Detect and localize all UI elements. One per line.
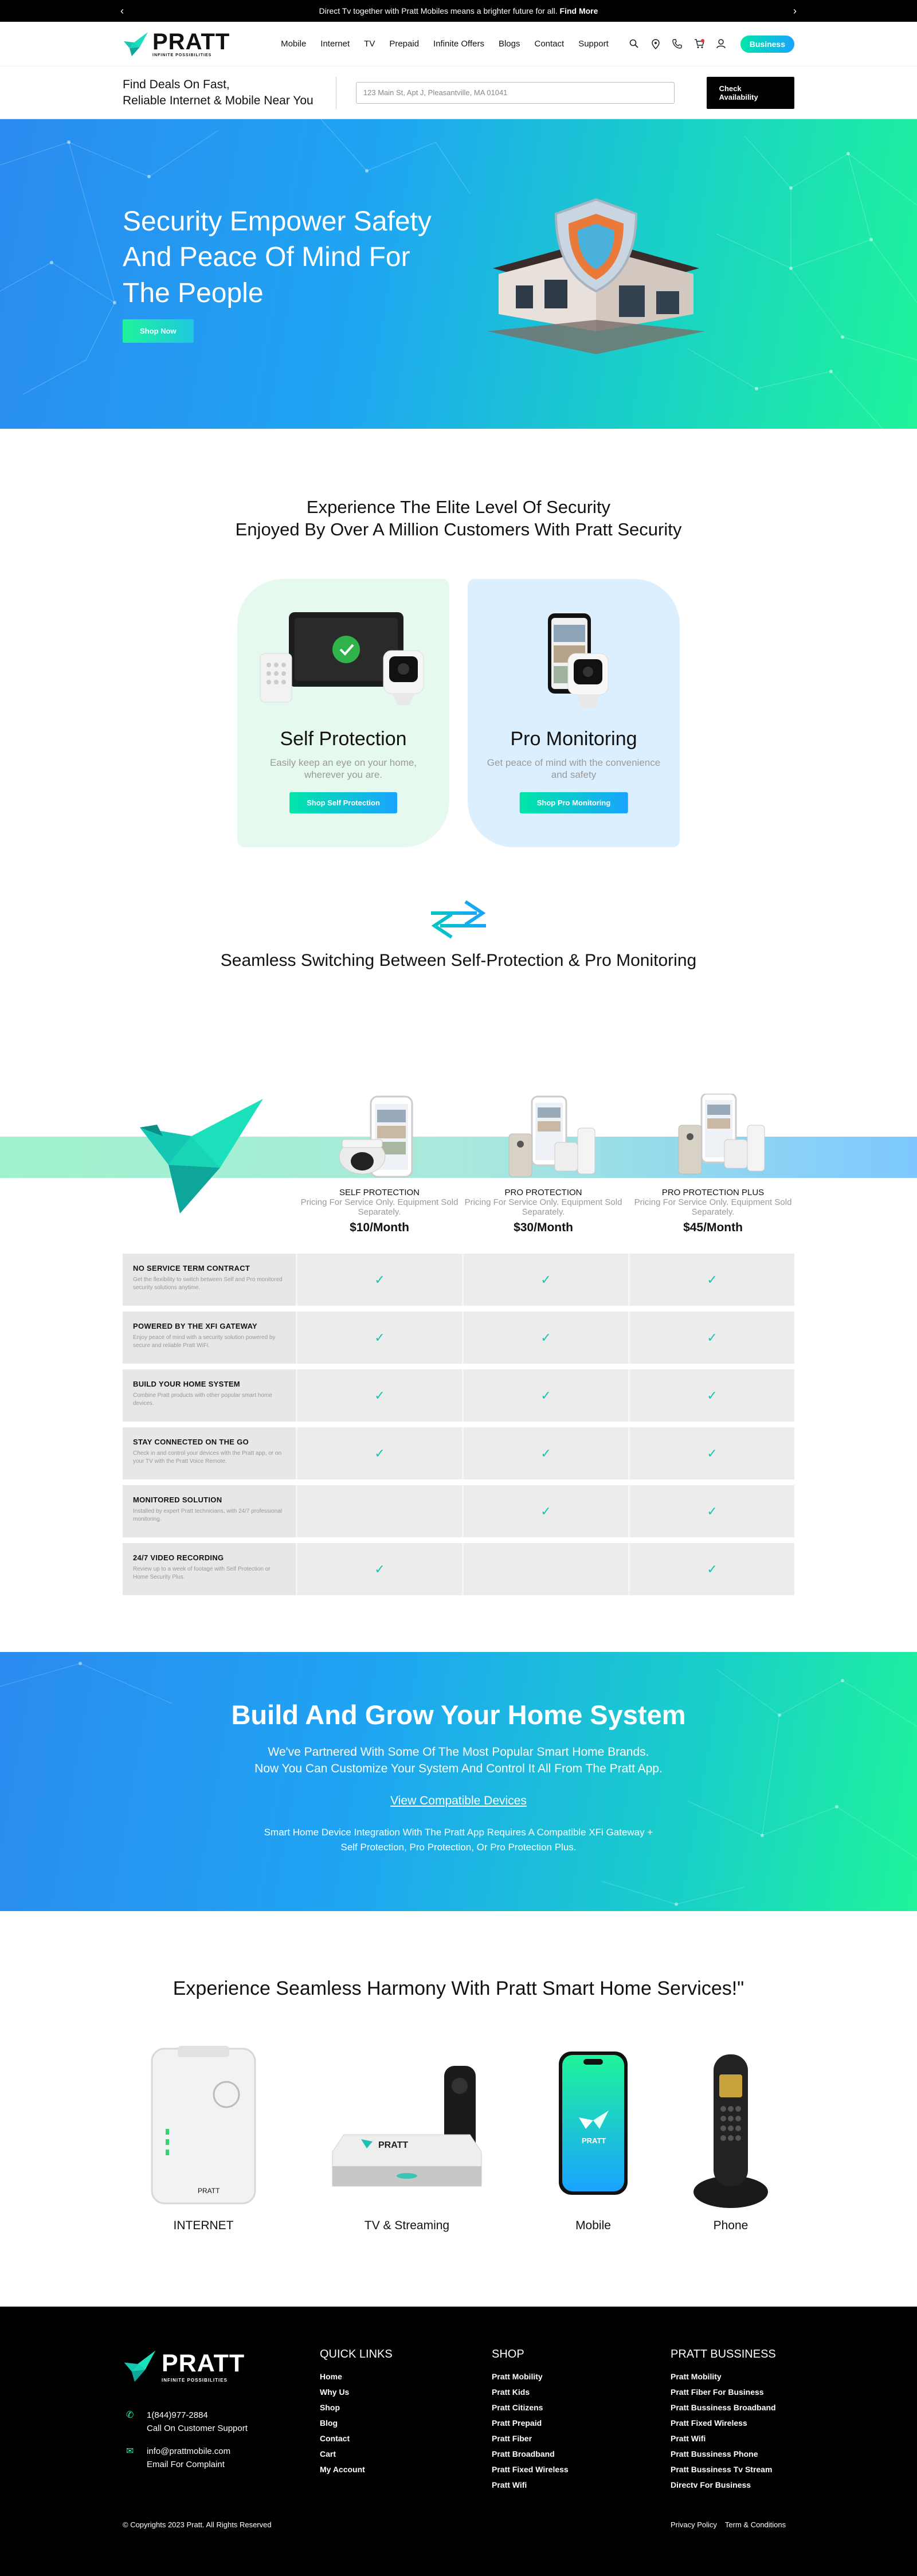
check-availability-button[interactable]: Check Availability — [707, 77, 794, 109]
feature-desc: Review up to a week of footage with Self Protection or Home Security Plus. — [133, 1566, 271, 1580]
svg-text:PRATT: PRATT — [198, 2187, 220, 2195]
plan-desc: Pricing For Service Only. Equipment Sold Separately. — [634, 1197, 792, 1217]
pro-protection-product-image — [486, 1094, 601, 1183]
harmony-title: Experience Seamless Harmony With Pratt Smart Home Services!" — [173, 1978, 744, 1999]
nav-contact[interactable]: Contact — [534, 39, 565, 49]
email-note: Email For Complaint — [147, 2459, 225, 2469]
nav-tv[interactable]: TV — [364, 39, 375, 49]
feature-info — [123, 1427, 296, 1479]
feature-row — [123, 1369, 794, 1422]
feature-table — [123, 1254, 794, 1601]
smart-home-services — [0, 1911, 917, 2307]
shop-self-protection-button[interactable]: Shop Self Protection — [289, 792, 397, 813]
pro-monitoring-desc: Get peace of mind with the convenience and safety — [487, 757, 661, 781]
device-label: INTERNET — [173, 2219, 234, 2232]
location-icon[interactable] — [650, 39, 661, 49]
plan-pro-protection-plus — [628, 1094, 798, 1235]
footer-link[interactable]: Contact — [320, 2434, 350, 2443]
brand-name: PRATT — [152, 29, 230, 54]
feature-desc: Check in and control your devices with the Pratt app, or on your TV with the Pratt Voice Remote. — [133, 1450, 282, 1465]
plan-comparison — [0, 1048, 917, 1652]
elite-title-line2: Enjoyed By Over A Million Customers With Pratt Security — [235, 519, 682, 539]
check-icon: ✓ — [374, 1561, 385, 1576]
user-icon[interactable] — [716, 39, 726, 49]
feature-cell — [628, 1369, 794, 1422]
feature-cell — [296, 1427, 462, 1479]
self-protection-title: Self Protection — [280, 728, 407, 750]
find-more-link[interactable]: Find More — [559, 6, 598, 15]
check-icon: ✓ — [707, 1272, 718, 1287]
check-icon: ✓ — [707, 1561, 718, 1576]
pratt-bird-icon — [140, 1096, 266, 1216]
network-pattern — [0, 1652, 917, 1911]
device-tv-streaming[interactable] — [321, 2043, 493, 2233]
bird-logo-icon — [123, 2349, 157, 2383]
check-icon: ✓ — [374, 1272, 385, 1287]
switching-section — [0, 896, 917, 1048]
email-icon: ✉ — [126, 2446, 134, 2456]
footer-link[interactable]: Pratt Mobility — [492, 2372, 543, 2381]
shop-pro-monitoring-button[interactable]: Shop Pro Monitoring — [520, 792, 628, 813]
cordless-phone-image — [682, 2043, 779, 2209]
deals-heading — [123, 77, 336, 108]
phone-contact[interactable] — [126, 2409, 248, 2436]
feature-cell — [296, 1485, 462, 1537]
plan-price: $10/Month — [350, 1220, 409, 1234]
footer-col-title: SHOP — [492, 2348, 524, 2360]
feature-cell — [628, 1543, 794, 1595]
plan-self-protection — [295, 1094, 464, 1235]
footer-link[interactable]: Pratt Mobility — [671, 2372, 722, 2381]
device-label: Phone — [713, 2219, 749, 2232]
self-protection-desc: Easily keep an eye on your home, wherever you are. — [269, 757, 417, 781]
nav-prepaid[interactable]: Prepaid — [389, 39, 420, 49]
feature-cell — [628, 1312, 794, 1364]
nav-infinite-offers[interactable]: Infinite Offers — [433, 39, 484, 49]
plan-pro-protection — [458, 1094, 628, 1235]
check-icon: ✓ — [540, 1446, 551, 1461]
house-shield-illustration — [481, 188, 711, 360]
device-phone[interactable] — [682, 2043, 779, 2233]
footer-link[interactable]: Pratt Kids — [492, 2387, 530, 2397]
deals-bar — [0, 66, 917, 119]
footer-link-list — [671, 2369, 776, 2493]
elite-title — [0, 496, 917, 541]
feature-info — [123, 1543, 296, 1595]
elite-title-line1: Experience The Elite Level Of Security — [306, 497, 611, 517]
bird-logo-icon — [123, 31, 149, 57]
plan-price: $30/Month — [514, 1220, 573, 1234]
footer-shop-links — [492, 2348, 569, 2493]
phone-icon: ✆ — [126, 2410, 134, 2420]
footer-col-title: QUICK LINKS — [320, 2348, 393, 2360]
streaming-box-image — [321, 2043, 493, 2209]
email-contact[interactable] — [126, 2445, 248, 2472]
check-icon: ✓ — [374, 1330, 385, 1345]
feature-cell — [296, 1543, 462, 1595]
check-icon: ✓ — [540, 1388, 551, 1403]
switch-arrows-icon — [425, 896, 492, 942]
switching-title: Seamless Switching Between Self-Protection & Pro Monitoring — [220, 951, 697, 970]
feature-cell — [462, 1485, 628, 1537]
plan-desc: Pricing For Service Only. Equipment Sold Separately. — [300, 1197, 458, 1217]
footer-link[interactable]: Pratt Bussiness Broadband — [671, 2403, 776, 2412]
announcement-text — [319, 6, 598, 15]
feature-desc: Get the flexibility to switch between Self and Pro monitored security solutions anytime. — [133, 1277, 283, 1291]
self-protection-product-image — [322, 1094, 437, 1183]
feature-row — [123, 1485, 794, 1537]
business-button[interactable]: Business — [740, 36, 794, 53]
shop-now-button[interactable]: Shop Now — [123, 319, 194, 343]
footer-link[interactable]: Shop — [320, 2403, 340, 2412]
feature-info — [123, 1312, 296, 1364]
nav-internet[interactable]: Internet — [320, 39, 350, 49]
check-icon: ✓ — [540, 1272, 551, 1287]
nav-mobile[interactable]: Mobile — [281, 39, 307, 49]
build-note-line2: Self Protection, Pro Protection, Or Pro Protection Plus. — [340, 1842, 577, 1853]
phone-number: 1(844)977-2884 — [147, 2410, 208, 2420]
plan-name: SELF PROTECTION — [339, 1188, 420, 1197]
device-label: Mobile — [575, 2219, 611, 2232]
footer-link-list — [492, 2369, 569, 2493]
self-protection-card — [237, 579, 449, 847]
build-home-system-banner — [0, 1652, 917, 1911]
copyright: © Copyrights 2023 Pratt. All Rights Reserved — [123, 2520, 272, 2529]
footer-link[interactable]: Directv For Business — [671, 2480, 751, 2489]
feature-cell — [628, 1485, 794, 1537]
chevron-right-icon[interactable]: › — [793, 5, 797, 17]
feature-cell — [296, 1254, 462, 1306]
footer-quick-links — [320, 2348, 393, 2477]
footer-link[interactable]: Pratt Fixed Wireless — [492, 2465, 569, 2474]
brand-name: PRATT — [162, 2350, 245, 2377]
email-address: info@prattmobile.com — [147, 2446, 231, 2456]
check-icon: ✓ — [374, 1388, 385, 1403]
build-title: Build And Grow Your Home System — [231, 1700, 686, 1730]
legal-links — [671, 2520, 786, 2529]
svg-text:PRATT: PRATT — [378, 2140, 409, 2150]
camera-phone-illustration — [468, 602, 680, 717]
feature-cell — [462, 1543, 628, 1595]
check-icon: ✓ — [707, 1388, 718, 1403]
feature-cell — [296, 1369, 462, 1422]
footer-link[interactable]: Pratt Fiber For Business — [671, 2387, 764, 2397]
footer-link[interactable]: Home — [320, 2372, 342, 2381]
address-input[interactable]: 123 Main St, Apt J, Pleasantville, MA 01041 — [356, 82, 675, 104]
announcement-bar — [0, 0, 917, 22]
feature-info — [123, 1369, 296, 1422]
security-kit-illustration — [237, 602, 449, 717]
footer-link[interactable]: Pratt Bussiness Tv Stream — [671, 2465, 773, 2474]
device-internet[interactable] — [146, 2043, 261, 2233]
nav-support[interactable]: Support — [578, 39, 609, 49]
check-icon: ✓ — [540, 1330, 551, 1345]
feature-desc: Combine Pratt products with other popular smart home devices. — [133, 1392, 272, 1407]
feature-cell — [462, 1312, 628, 1364]
feature-cell — [296, 1312, 462, 1364]
router-image — [146, 2043, 261, 2209]
footer-link[interactable]: Pratt Fixed Wireless — [671, 2418, 747, 2428]
plan-name: PRO PROTECTION PLUS — [661, 1188, 765, 1197]
footer-link-list — [320, 2369, 393, 2477]
footer-link[interactable]: Pratt Wifi — [671, 2434, 706, 2443]
announcement-message: Direct Tv together with Pratt Mobiles means a brighter future for all. — [319, 6, 558, 15]
build-subtitle-line1: We've Partnered With Some Of The Most Popular Smart Home Brands. — [268, 1745, 649, 1759]
elite-security-section — [0, 429, 917, 896]
feature-title: MONITORED SOLUTION — [133, 1496, 222, 1504]
footer-link[interactable]: Blog — [320, 2418, 338, 2428]
view-compatible-devices-link[interactable]: View Compatible Devices — [390, 1794, 527, 1807]
footer-contact — [126, 2409, 248, 2480]
deals-heading-line1: Find Deals On Fast, — [123, 78, 230, 92]
footer-link[interactable]: Pratt Fiber — [492, 2434, 532, 2443]
hero-banner — [0, 119, 917, 429]
nav-blogs[interactable]: Blogs — [498, 39, 520, 49]
feature-info — [123, 1485, 296, 1537]
feature-cell — [628, 1254, 794, 1306]
phone-icon[interactable] — [672, 39, 683, 49]
device-label: TV & Streaming — [364, 2219, 450, 2232]
check-icon: ✓ — [540, 1504, 551, 1518]
svg-text:PRATT: PRATT — [582, 2136, 606, 2145]
pro-monitoring-title: Pro Monitoring — [510, 728, 637, 750]
footer-link[interactable]: Pratt Citizens — [492, 2403, 543, 2412]
check-icon: ✓ — [707, 1446, 718, 1461]
hero-title: Security Empower Safety And Peace Of Mind For The People — [123, 206, 432, 308]
search-icon[interactable] — [629, 39, 639, 49]
plan-desc: Pricing For Service Only. Equipment Sold Separately. — [464, 1197, 622, 1217]
footer-business-links — [671, 2348, 776, 2493]
device-mobile[interactable] — [544, 2043, 642, 2233]
pro-monitoring-card — [468, 579, 680, 847]
plan-name: PRO PROTECTION — [504, 1188, 582, 1197]
feature-title: NO SERVICE TERM CONTRACT — [133, 1264, 250, 1273]
feature-title: STAY CONNECTED ON THE GO — [133, 1438, 249, 1446]
cart-icon[interactable] — [694, 39, 704, 49]
feature-cell — [628, 1427, 794, 1479]
feature-cell — [462, 1369, 628, 1422]
pro-protection-plus-product-image — [656, 1094, 770, 1183]
footer-link[interactable]: Pratt Wifi — [492, 2480, 527, 2489]
feature-row — [123, 1543, 794, 1595]
header-icons — [629, 39, 726, 49]
feature-desc: Installed by expert Pratt technicians, with 24/7 professional monitoring. — [133, 1508, 283, 1522]
build-subtitle — [0, 1744, 917, 1778]
check-icon: ✓ — [374, 1446, 385, 1461]
check-icon: ✓ — [707, 1504, 718, 1518]
footer-link[interactable]: My Account — [320, 2465, 365, 2474]
feature-cell — [462, 1427, 628, 1479]
footer-logo[interactable] — [123, 2349, 245, 2383]
feature-info — [123, 1254, 296, 1306]
privacy-policy-link[interactable]: Privacy Policy — [671, 2520, 717, 2529]
footer-link[interactable]: Pratt Broadband — [492, 2449, 555, 2458]
brand-logo[interactable] — [123, 30, 230, 57]
footer-link[interactable]: Cart — [320, 2449, 336, 2458]
footer-link[interactable]: Pratt Bussiness Phone — [671, 2449, 758, 2458]
feature-title: 24/7 VIDEO RECORDING — [133, 1553, 224, 1562]
build-subtitle-line2: Now You Can Customize Your System And Control It All From The Pratt App. — [254, 1762, 663, 1776]
brand-tagline: INFINITE POSSIBILITIES — [162, 2378, 228, 2383]
footer-link[interactable]: Pratt Prepaid — [492, 2418, 542, 2428]
site-header — [0, 22, 917, 66]
feature-row — [123, 1254, 794, 1306]
main-nav — [281, 36, 794, 53]
build-note — [0, 1825, 917, 1855]
footer-col-title: PRATT BUSSINESS — [671, 2348, 776, 2360]
terms-link[interactable]: Term & Conditions — [724, 2520, 786, 2529]
chevron-left-icon[interactable]: ‹ — [120, 5, 124, 17]
smartphone-image — [544, 2043, 642, 2209]
feature-title: POWERED BY THE XFI GATEWAY — [133, 1322, 258, 1330]
feature-row — [123, 1427, 794, 1479]
footer-link[interactable]: Why Us — [320, 2387, 350, 2397]
brand-tagline: INFINITE POSSIBILITIES — [152, 53, 212, 57]
feature-row — [123, 1312, 794, 1364]
plan-price: $45/Month — [683, 1220, 743, 1234]
feature-desc: Enjoy peace of mind with a security solution powered by secure and reliable Pratt WiFi. — [133, 1334, 276, 1349]
feature-cell — [462, 1254, 628, 1306]
feature-title: BUILD YOUR HOME SYSTEM — [133, 1380, 240, 1388]
phone-note: Call On Customer Support — [147, 2424, 248, 2434]
build-note-line1: Smart Home Device Integration With The Pratt App Requires A Compatible XFi Gateway + — [264, 1827, 653, 1838]
site-footer — [0, 2307, 917, 2576]
check-icon: ✓ — [707, 1330, 718, 1345]
deals-heading-line2: Reliable Internet & Mobile Near You — [123, 93, 313, 107]
